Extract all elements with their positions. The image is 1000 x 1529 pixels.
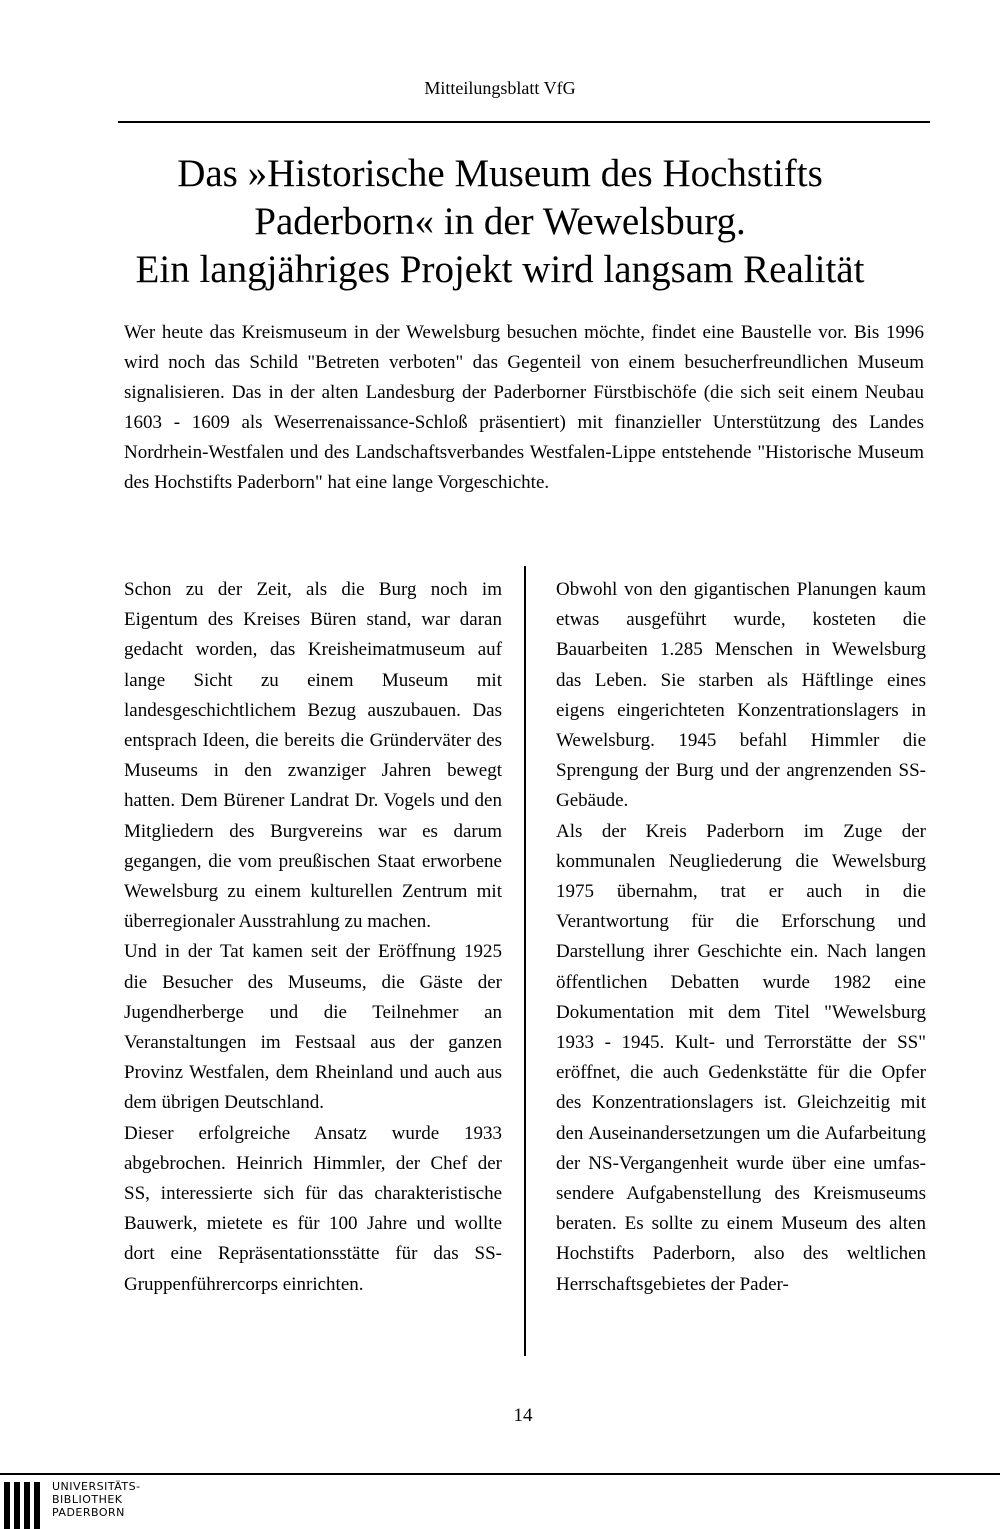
logo-line-3: PADERBORN [52, 1506, 125, 1519]
title-line-1: Das »Historische Museum des Hochstifts [177, 152, 823, 195]
column-divider [524, 566, 526, 1356]
logo-text [52, 1480, 141, 1519]
library-logo [0, 1478, 200, 1529]
right-paragraph-1: Obwohl von den gigantischen Planungen kaum etwas ausgeführt wurde, kosteten die Bauarbeiten 1.285 Menschen in Wewelsburg das Leben. Sie starben als Häftlinge eines eigens eingerichteten Konzentrationslagers in Wewelsburg. 1945 befahl Himmler die Sprengung der Burg und der angrenzenden SS-Gebäude. [556, 579, 926, 812]
logo-bars-icon [0, 1482, 46, 1529]
left-column [124, 575, 502, 1300]
intro-paragraph: Wer heute das Kreismuseum in der Wewelsburg besuchen möchte, findet eine Baustelle vor. Bis 1996 wird noch das Schild "Betreten verboten" das Gegenteil von einem besucherfreundlichen Museum signalisieren. Das in der alten Landesburg der Paderborner Fürstbischöfe (die sich seit einem Neubau 1603 - 1609 als Weserrenaissance-Schloß präsentiert) mit finanzieller Unterstützung des Landes Nordrhein-Westfalen und des Landschaftsverbandes Westfalen-Lippe entstehende "Historische Museum des Hochstifts Paderborn" hat eine lange Vorgeschichte. [124, 322, 924, 493]
running-head: Mitteilungsblatt VfG [424, 78, 576, 98]
right-column [556, 575, 926, 1300]
header-rule [118, 121, 930, 123]
logo-line-1: UNIVERSITÄTS- [52, 1480, 141, 1493]
footer-rule [0, 1473, 1000, 1475]
left-paragraph-2: Und in der Tat kamen seit der Eröffnung 1925 die Besucher des Museums, die Gäste der Jugendherberge und die Teilnehmer an Veranstaltungen im Festsaal aus der ganzen Provinz Westfalen, dem Rheinland und auch aus dem übrigen Deutschland. [124, 941, 502, 1114]
title-line-3: Ein langjähriges Projekt wird langsam Realität [135, 248, 865, 291]
page-number: 14 [513, 1405, 533, 1426]
article-title [60, 150, 940, 294]
left-paragraph-3: Dieser erfolgreiche Ansatz wurde 1933 abgebrochen. Heinrich Himmler, der Chef der SS, interessierte sich für das charakteristische Bauwerk, mietete es für 100 Jahre und wollte dort eine Repräsentationsstätte für das SS-Gruppenführercorps einrichten. [124, 1122, 502, 1295]
logo-line-2: BIBLIOTHEK [52, 1493, 123, 1506]
right-paragraph-2: Als der Kreis Paderborn im Zuge der kommunalen Neugliederung die Wewelsburg 1975 übernahm, trat er auch in die Verantwortung für die Erforschung und Darstellung ihrer Geschichte ein. Nach langen öffentlichen Debatten wurde 1982 eine Dokumentation mit dem Titel "Wewelsburg 1933 - 1945. Kult- und Terrorstätte der SS" eröffnet, die auch Gedenkstätte für die Opfer des Konzentrationslagers ist. Gleichzeitig mit den Auseinandersetzungen um die Aufarbeitung der NS-Vergangenheit wurde über eine umfassendere Aufgabenstellung des Kreismuseums beraten. Es sollte zu einem Museum des alten Hochstifts Paderborn, also des weltlichen Herrschaftsgebietes der Pader- [556, 820, 926, 1295]
title-line-2: Paderborn« in der Wewelsburg. [254, 200, 746, 243]
left-paragraph-1: Schon zu der Zeit, als die Burg noch im Eigentum des Kreises Büren stand, war daran gedacht worden, das Kreisheimatmuseum auf lange Sicht zu einem Museum mit landesgeschichtlichem Bezug auszubauen. Das entsprach Ideen, die bereits die Gründerväter des Museums in den zwanziger Jahren bewegt hatten. Dem Bürener Landrat Dr. Vogels und den Mitgliedern des Burgvereins war es darum gegangen, die vom preußischen Staat erworbene Wewelsburg zu einem kulturellen Zentrum mit überregionaler Ausstrahlung zu machen. [124, 579, 502, 933]
